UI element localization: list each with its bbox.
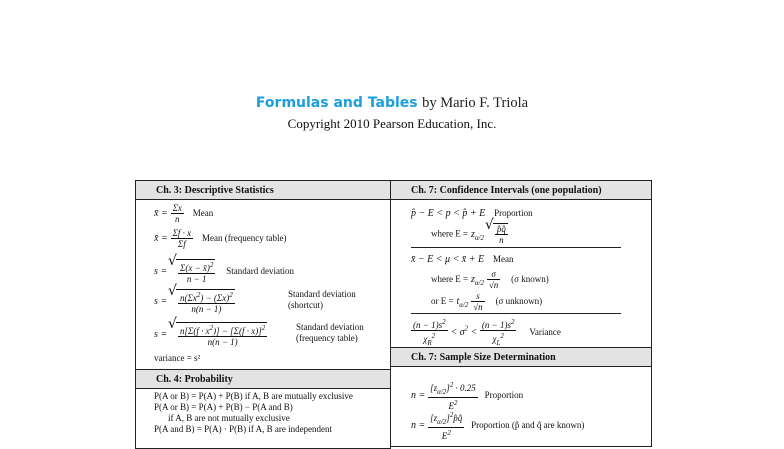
formula-label: Proportion: [494, 208, 533, 218]
section-probability: [135, 369, 391, 449]
formula-label: Standard deviation: [226, 266, 295, 276]
formula-sample-size-proportion-known: n = $\frac{[z_{\alpha/2}]^2p̂q̂}{E^2}$ Proportion (p̂ and q̂ are known): [411, 411, 585, 441]
formula-label: Mean (frequency table): [202, 233, 287, 243]
formula-sample-size-proportion: n = $\frac{[z_{\alpha/2}]^2 \cdot 0.25}{E^2}$ Proportion: [411, 381, 524, 411]
author: by Mario F. Triola: [422, 95, 529, 111]
formula-standard-deviation-shortcut: s = √ $\frac{n(\Sigma x^2) - (\Sigma x)^2}{n(n - 1)}$: [154, 289, 235, 314]
copyright: Copyright 2010 Pearson Education, Inc.: [287, 116, 497, 131]
formula-mean: x̄ = $\frac{\Sigma x}{n}$ Mean: [154, 203, 214, 224]
formula-ci-variance: $\frac{(n - 1)s^2}{\chi_R^2}$ < $\sigma^2$ < $\frac{(n - 1)s^2}{\chi_L^2}$ Variance: [413, 318, 561, 347]
formula-label: Standard deviation (shortcut): [288, 289, 356, 310]
probability-rule: P(A or B) = P(A) + P(B) if A, B are mutually exclusive: [154, 391, 353, 401]
probability-rule: P(A or B) = P(A) + P(B) − P(A and B): [154, 402, 293, 412]
document-title: [0, 95, 784, 112]
section-heading: Ch. 4: Probability: [136, 370, 390, 389]
formula-standard-deviation-frequency: s = √ $\frac{n[\Sigma(f \cdot x^2)] - [\Sigma(f \cdot x)]^2}{n(n - 1)}$: [154, 322, 267, 347]
section-confidence-intervals: [390, 180, 652, 348]
probability-rule: if A, B are not mutually exclusive: [168, 413, 290, 423]
section-heading: Ch. 7: Sample Size Determination: [391, 348, 651, 367]
formula-label: Mean: [492, 254, 514, 264]
formula-standard-deviation: s = √ $\frac{\Sigma(x - x̄)^2}{n - 1}$ Standard deviation: [154, 259, 294, 284]
formula-ci-proportion-margin: where $E = z_{\alpha/2}$ √ $\frac{p̂q̂}{n}$: [431, 223, 508, 245]
probability-rule: P(A and B) = P(A) · P(B) if A, B are independent: [154, 424, 333, 434]
divider: [411, 313, 621, 314]
formula-label: Standard deviation (frequency table): [296, 322, 364, 343]
formula-ci-proportion: p̂ − E < p < p̂ + E Proportion: [411, 208, 533, 219]
section-sample-size: [390, 347, 652, 447]
formula-mean-frequency: x̄ = $\frac{\Sigma f \cdot x}{\Sigma f}$ Mean (frequency table): [154, 228, 287, 249]
formula-label: Mean: [192, 208, 214, 218]
formula-ci-mean-sigma-unknown: or $E = t_{\alpha/2}$ $\frac{s}{√n}$ (σ unknown): [431, 291, 543, 312]
title: Formulas and Tables: [255, 95, 418, 111]
section-heading: Ch. 7: Confidence Intervals (one population): [391, 181, 651, 200]
section-heading: Ch. 3: Descriptive Statistics: [136, 181, 390, 200]
formula-variance: variance = s²: [154, 353, 201, 363]
formula-label: Variance: [529, 326, 561, 337]
formula-ci-mean-sigma-known: where $E = z_{\alpha/2}$ $\frac{\sigma}{√n}$ (σ known): [431, 269, 549, 290]
divider: [411, 247, 621, 248]
section-descriptive-statistics: [135, 180, 391, 370]
formula-ci-mean: x̄ − E < μ < x̄ + E Mean: [411, 254, 514, 265]
